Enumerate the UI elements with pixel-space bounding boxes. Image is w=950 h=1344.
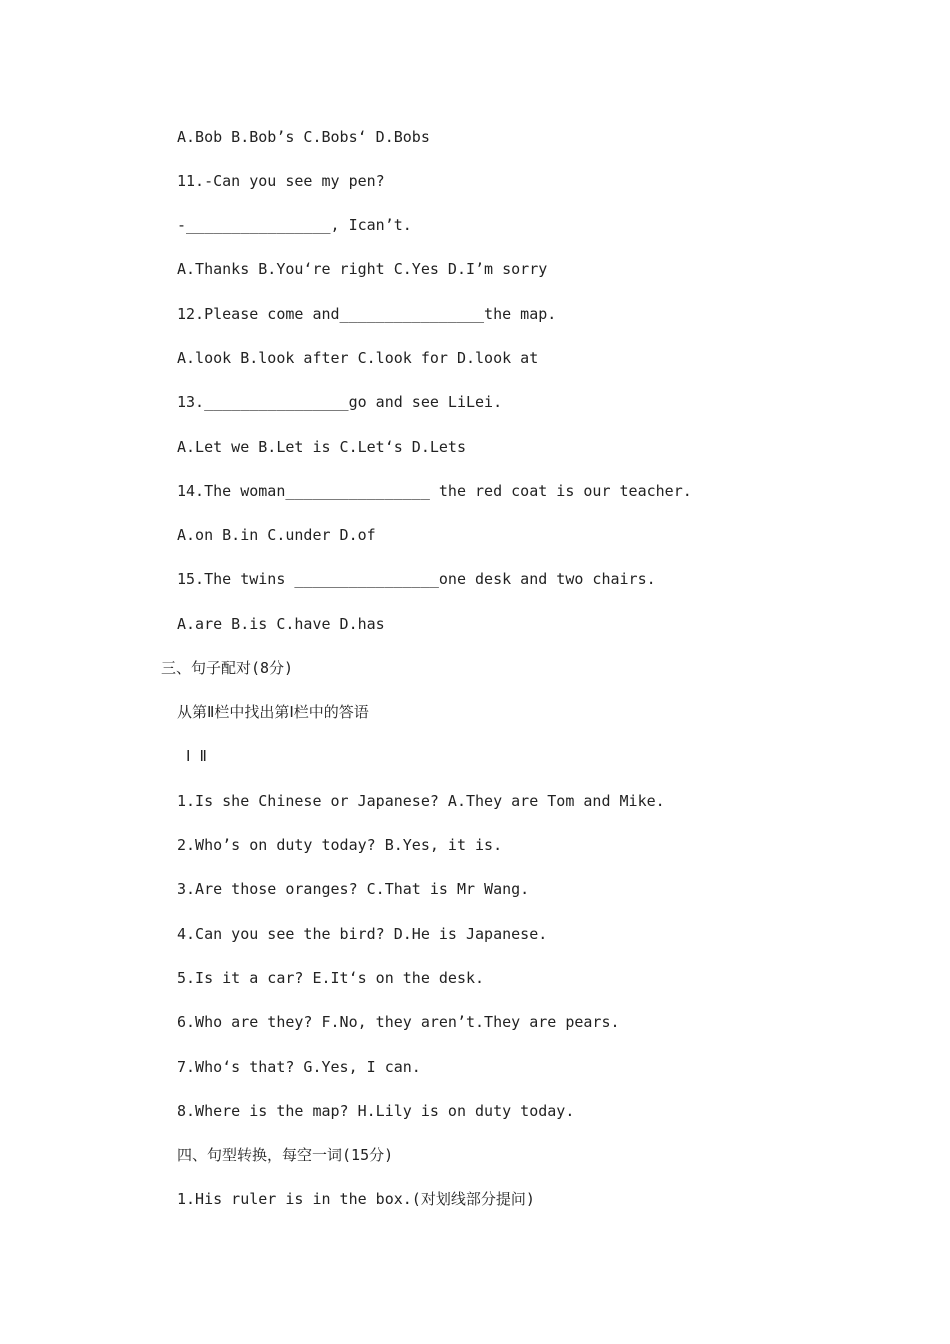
q11-answer-blank: -________________, Ican’t. — [177, 216, 412, 234]
section-3-instruction: 从第Ⅱ栏中找出第Ⅰ栏中的答语 — [177, 703, 369, 721]
pair-8: 8.Where is the map? H.Lily is on duty today. — [177, 1102, 575, 1120]
q13-question: 13.________________go and see LiLei. — [177, 393, 503, 411]
column-headers: Ⅰ Ⅱ — [177, 747, 207, 765]
pair-3: 3.Are those oranges? C.That is Mr Wang. — [177, 880, 530, 898]
section-3-heading: 三、句子配对(8分) — [161, 659, 294, 677]
section-4-heading: 四、句型转换，每空一词(15分) — [177, 1146, 394, 1164]
q12-options: A.look B.look after C.look for D.look at — [177, 349, 539, 367]
q14-question: 14.The woman________________ the red coat is our teacher. — [177, 482, 692, 500]
q11-options: A.Thanks B.You‘re right C.Yes D.I’m sorry — [177, 260, 548, 278]
pair-6: 6.Who are they? F.No, they aren’t.They are pears. — [177, 1013, 620, 1031]
pair-1: 1.Is she Chinese or Japanese? A.They are Tom and Mike. — [177, 792, 665, 810]
q13-options: A.Let we B.Let is C.Let‘s D.Lets — [177, 438, 466, 456]
pair-5: 5.Is it a car? E.It‘s on the desk. — [177, 969, 485, 987]
q15-options: A.are B.is C.have D.has — [177, 615, 385, 633]
pair-4: 4.Can you see the bird? D.He is Japanese. — [177, 925, 548, 943]
q15-question: 15.The twins ________________one desk and two chairs. — [177, 570, 656, 588]
q12-question: 12.Please come and________________the map. — [177, 305, 557, 323]
pair-2: 2.Who’s on duty today? B.Yes, it is. — [177, 836, 503, 854]
pair-7: 7.Who‘s that? G.Yes, I can. — [177, 1058, 421, 1076]
q10-options: A.Bob B.Bob’s C.Bobs‘ D.Bobs — [177, 128, 430, 146]
q14-options: A.on B.in C.under D.of — [177, 526, 376, 544]
q11-question: 11.-Can you see my pen? — [177, 172, 385, 190]
section-4-question-1: 1.His ruler is in the box.(对划线部分提问) — [177, 1190, 535, 1208]
